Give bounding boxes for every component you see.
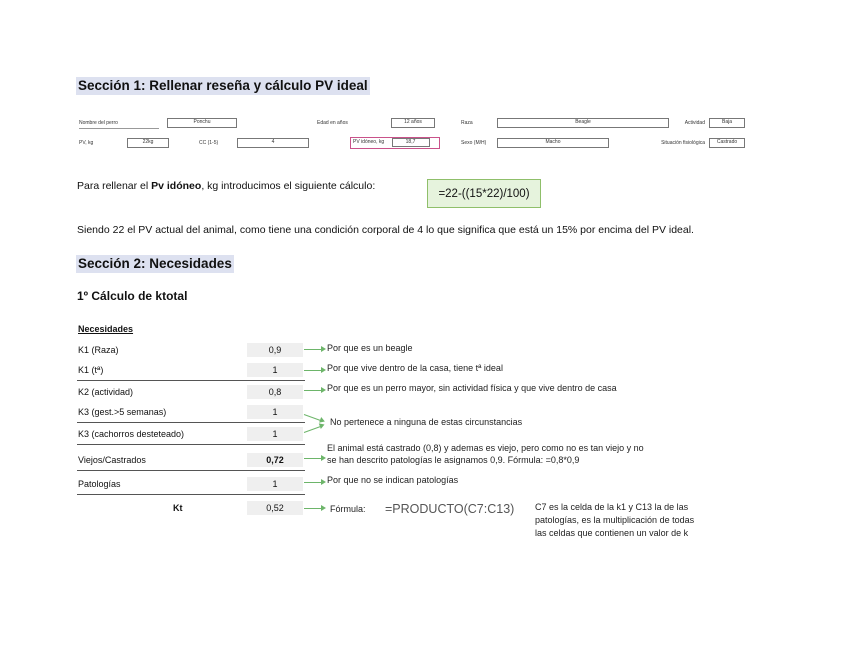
arrow-icon bbox=[304, 426, 321, 433]
row-label: K3 (cachorros desteteado) bbox=[78, 429, 185, 439]
note-formula-label: Fórmula: bbox=[330, 504, 366, 514]
note-k1-breed: Por que es un beagle bbox=[327, 343, 413, 353]
cell-breed[interactable]: Beagle bbox=[497, 118, 669, 128]
pv-formula-box: =22-((15*22)/100) bbox=[427, 179, 541, 208]
row-value[interactable]: 0,9 bbox=[247, 343, 303, 357]
cell-pv-ideal[interactable]: 18,7 bbox=[392, 138, 430, 147]
row-label: K2 (actividad) bbox=[78, 387, 134, 397]
arrow-icon bbox=[304, 349, 322, 350]
section1-title: Sección 1: Rellenar reseña y cálculo PV ideal bbox=[78, 78, 368, 93]
note-k2-activity: Por que es un perro mayor, sin actividad física y que vive dentro de casa bbox=[327, 383, 617, 393]
cell-physiological[interactable]: Castrado bbox=[709, 138, 745, 148]
cell-activity-label: Actividad bbox=[684, 120, 705, 126]
note-old-castrated-1: El animal está castrado (0,8) y ademas es viejo, pero como no es tan viejo y no bbox=[327, 443, 644, 453]
cell-dog-name-label: Nombre del perro bbox=[79, 120, 159, 129]
note-formula: =PRODUCTO(C7:C13) bbox=[385, 502, 515, 516]
cell-age-label: Edad en años bbox=[317, 120, 348, 126]
arrow-icon bbox=[304, 414, 321, 421]
cell-cc-label: CC (1-5) bbox=[199, 140, 219, 146]
note-k1-temp: Por que vive dentro de la casa, tiene tª ideal bbox=[327, 363, 503, 373]
arrow-icon bbox=[304, 482, 322, 483]
note-formula-desc-3: las celdas que contienen un valor de k bbox=[535, 528, 689, 538]
row-label: K3 (gest.>5 semanas) bbox=[78, 407, 167, 417]
section2-title: Sección 2: Necesidades bbox=[78, 256, 232, 271]
note-old-castrated-2: se han descrito patologías le asignamos 0,9. Fórmula: =0,8*0,9 bbox=[327, 455, 580, 465]
row-label: Viejos/Castrados bbox=[78, 455, 146, 465]
intro-text-bold: Pv idóneo bbox=[151, 180, 202, 192]
row-label: Patologías bbox=[78, 479, 121, 489]
row-value[interactable]: 0,52 bbox=[247, 501, 303, 515]
table-row bbox=[77, 360, 305, 381]
note-pathologies: Por que no se indican patologías bbox=[327, 475, 459, 485]
ktotal-subtitle: 1º Cálculo de ktotal bbox=[77, 289, 188, 303]
row-value[interactable]: 1 bbox=[247, 363, 303, 377]
cell-pv-label: PV, kg bbox=[79, 140, 94, 146]
intro-text-post: , kg introducimos el siguiente cálculo: bbox=[201, 180, 376, 192]
table-row bbox=[77, 340, 305, 360]
cell-breed-label: Raza bbox=[461, 120, 473, 126]
cell-pv[interactable]: 22kg bbox=[127, 138, 169, 148]
note-formula-desc-2: patologías, es la multiplicación de todas bbox=[535, 515, 695, 525]
arrow-icon bbox=[304, 370, 322, 371]
cell-pv-ideal-highlight bbox=[350, 137, 440, 149]
cell-sex-label: Sexo (M/H) bbox=[461, 140, 487, 146]
review-sheet bbox=[77, 115, 770, 155]
row-value[interactable]: 0,8 bbox=[247, 385, 303, 399]
row-label: K1 (tª) bbox=[78, 365, 104, 375]
row-value[interactable]: 0,72 bbox=[247, 453, 303, 467]
note-formula-desc-1: C7 es la celda de la k1 y C13 la de las bbox=[535, 502, 689, 512]
table-row bbox=[77, 424, 305, 445]
table-row bbox=[77, 450, 305, 471]
needs-header: Necesidades bbox=[78, 324, 134, 334]
arrow-icon bbox=[304, 508, 322, 509]
row-label: K1 (Raza) bbox=[78, 345, 119, 355]
row-value[interactable]: 1 bbox=[247, 405, 303, 419]
intro-text-pre: Para rellenar el bbox=[77, 180, 152, 192]
cell-physiological-label: Situación fisiológica bbox=[661, 140, 705, 146]
note-k3: No pertenece a ninguna de estas circunstancias bbox=[330, 417, 523, 427]
row-label: Kt bbox=[173, 503, 183, 513]
arrow-icon bbox=[304, 390, 322, 391]
cell-activity[interactable]: Baja bbox=[709, 118, 745, 128]
table-row bbox=[77, 474, 305, 495]
cell-pv-ideal-label: PV idóneo, kg bbox=[353, 139, 385, 145]
row-value[interactable]: 1 bbox=[247, 427, 303, 441]
cell-dog-name[interactable]: Ponchu bbox=[167, 118, 237, 128]
row-value[interactable]: 1 bbox=[247, 477, 303, 491]
table-row-total bbox=[77, 498, 305, 518]
cell-age[interactable]: 12 años bbox=[391, 118, 435, 128]
cell-sex[interactable]: Macho bbox=[497, 138, 609, 148]
table-row bbox=[77, 402, 305, 423]
arrow-icon bbox=[304, 458, 322, 459]
table-row bbox=[77, 382, 305, 402]
cell-cc[interactable]: 4 bbox=[237, 138, 309, 148]
intro-paragraph bbox=[77, 180, 375, 192]
explanation-paragraph: Siendo 22 el PV actual del animal, como tiene una condición corporal de 4 lo que significa que está un 15% por encima del PV ideal. bbox=[77, 224, 694, 236]
